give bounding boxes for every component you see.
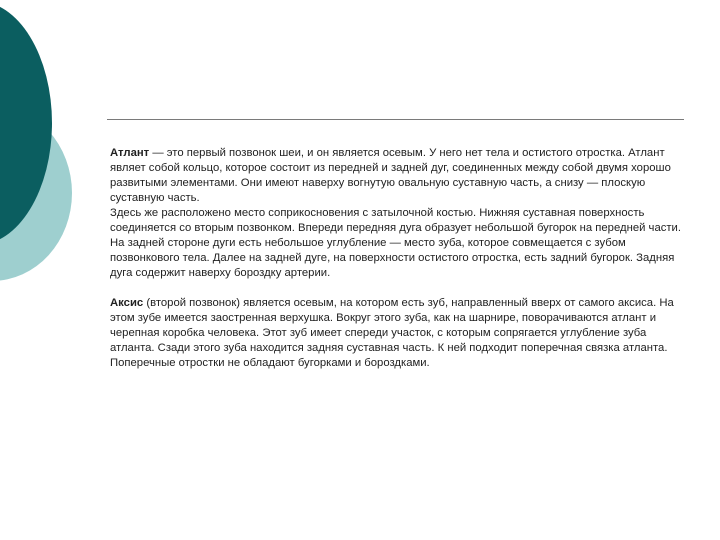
body-text xyxy=(110,146,684,371)
paragraph-term: Аксис xyxy=(110,297,144,309)
paragraph-text: — это первый позвонок шеи, и он является осевым. У него нет тела и остистого отростка. Атлант являет собой кольцо, которое состоит из передней и задней дуг, соединенных между собой двумя хорошо развитыми элементами. Они имеют наверху вогнутую овальную суставную часть, а снизу — плоскую суставную часть. xyxy=(110,147,671,204)
paragraph-term: Атлант xyxy=(110,147,150,159)
paragraph-atlas-continued xyxy=(110,206,684,281)
paragraph-text: (второй позвонок) является осевым, на котором есть зуб, направленный вверх от самого аксиса. На этом зубе имеется заостренная верхушка. Вокруг этого зуба, как на шарнире, поворачиваются атлант и черепная коробка человека. Этот зуб имеет спереди участок, с которым сопрягается углубление зуба атланта. Сзади этого зуба находится задняя суставная часть. К ней подходит поперечная связка атланта. Поперечные отростки не обладают бугорками и бороздками. xyxy=(110,297,674,369)
title-divider xyxy=(107,119,684,120)
paragraph-axis xyxy=(110,296,684,371)
paragraph-text: Здесь же расположено место соприкосновения с затылочной костью. Нижняя суставная поверхность соединяется со вторым позвонком. Впереди передняя дуга образует небольшой бугорок на передней части. На задней стороне дуги есть небольшое углубление — место зуба, которое совмещается с зубом позвонкового тела. Далее на задней дуге, на поверхности остистого отростка, есть задний бугорок. Задняя дуга содержит наверху бороздку артерии. xyxy=(110,207,681,279)
paragraph-atlas xyxy=(110,146,684,206)
